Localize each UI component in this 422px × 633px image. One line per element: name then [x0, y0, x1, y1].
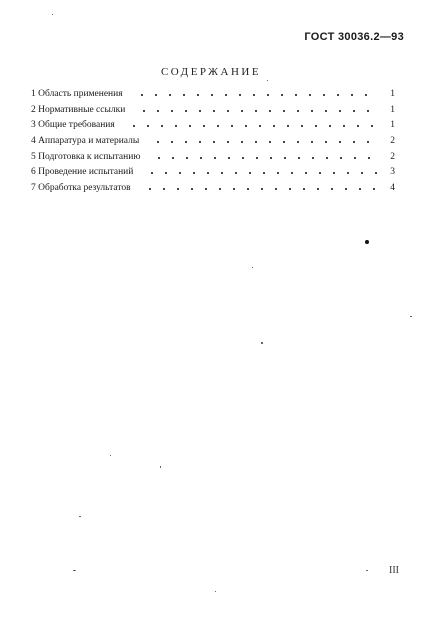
- toc-leader-dots: [147, 141, 379, 143]
- toc-leader-dots: [148, 157, 379, 159]
- page-number: III: [389, 565, 399, 576]
- toc-item-page: 2: [390, 136, 395, 147]
- toc-item-page: 3: [390, 167, 395, 178]
- toc-item-label: 3 Общие требования: [31, 120, 115, 131]
- toc-item-label: 4 Аппаратура и материалы: [31, 136, 140, 147]
- scan-speck: [366, 570, 368, 571]
- toc-leader-dots: [141, 172, 379, 174]
- toc-item-page: 1: [390, 104, 395, 115]
- toc-leader-dots: [133, 110, 379, 112]
- scan-speck: [215, 591, 216, 592]
- document-code: ГОСТ 30036.2—93: [304, 31, 404, 43]
- scan-speck: [160, 466, 161, 468]
- contents-title: СОДЕРЖАНИЕ: [160, 66, 262, 78]
- toc-item[interactable]: [31, 87, 395, 103]
- toc-item-label: 6 Проведение испытаний: [31, 167, 134, 178]
- toc-item-page: 2: [390, 151, 395, 162]
- toc-item-label: 5 Подготовка к испытанию: [31, 151, 141, 162]
- toc-item-label: 7 Обработка результатов: [31, 183, 131, 194]
- toc-item[interactable]: [31, 181, 395, 197]
- toc-item[interactable]: [31, 118, 395, 134]
- scan-speck: [365, 240, 369, 244]
- toc-item-page: 1: [390, 89, 395, 99]
- toc-item-label: 2 Нормативные ссылки: [31, 104, 126, 115]
- toc-item-page: 4: [390, 183, 395, 194]
- toc-item[interactable]: [31, 165, 395, 181]
- toc-item-page: 1: [390, 120, 395, 131]
- toc-item[interactable]: [31, 134, 395, 150]
- scan-speck: [52, 14, 53, 15]
- toc-leader-dots: [123, 125, 379, 127]
- scan-speck: [110, 455, 111, 456]
- scan-speck: [73, 570, 76, 571]
- toc-item[interactable]: [31, 103, 395, 119]
- scan-speck: [261, 342, 263, 344]
- scan-speck: [79, 516, 81, 517]
- toc-item-label: 1 Область применения: [31, 89, 123, 99]
- scan-speck: [267, 80, 268, 81]
- scan-speck: [252, 267, 253, 268]
- toc-leader-dots: [139, 188, 379, 190]
- scan-speck: [410, 316, 412, 317]
- toc-leader-dots: [131, 94, 379, 96]
- table-of-contents: [31, 87, 395, 197]
- toc-item[interactable]: [31, 150, 395, 166]
